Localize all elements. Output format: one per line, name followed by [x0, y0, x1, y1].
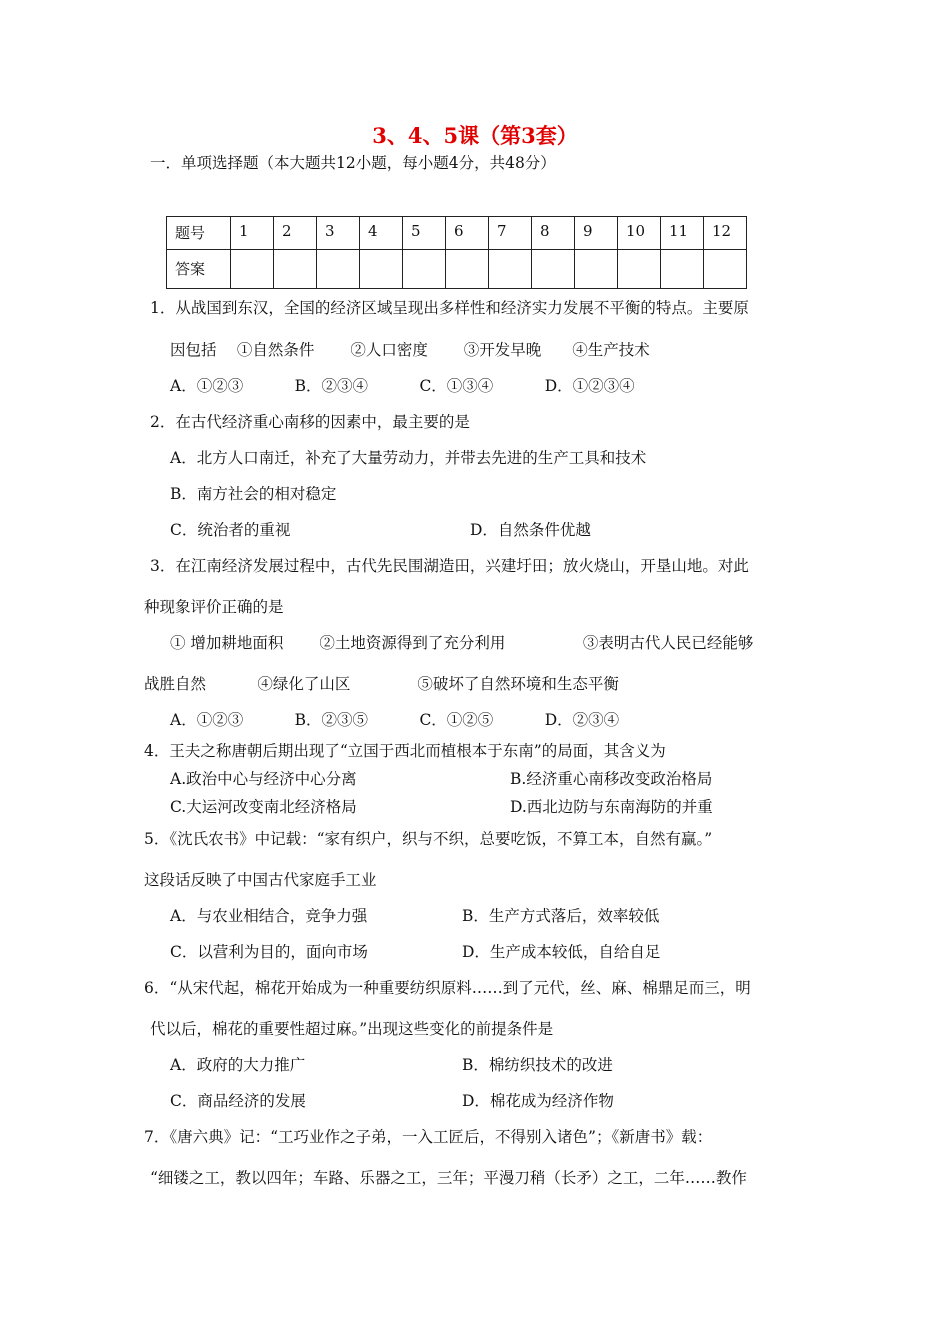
question-3-stem: 3．在江南经济发展过程中，古代先民围湖造田，兴建圩田；放火烧山，开垦山地。对此	[150, 557, 749, 575]
table-row	[167, 217, 747, 250]
table-cell: 8	[532, 217, 575, 250]
question-3-stem-cont: 种现象评价正确的是	[144, 598, 284, 616]
table-row	[167, 250, 747, 289]
question-3-options: A．①②③ B．②③⑤ C．①②⑤ D．②③④	[170, 711, 620, 729]
question-4-stem: 4．王夫之称唐朝后期出现了“立国于西北而植根本于东南”的局面，其含义为	[144, 742, 666, 760]
question-5-option-a: A．与农业相结合，竞争力强	[170, 907, 368, 925]
answer-cell[interactable]	[618, 250, 661, 289]
question-1-options: A．①②③ B．②③④ C．①③④ D．①②③④	[170, 377, 635, 395]
table-cell: 9	[575, 217, 618, 250]
table-cell: 6	[446, 217, 489, 250]
question-6-option-d: D．棉花成为经济作物	[462, 1092, 614, 1110]
table-cell: 5	[403, 217, 446, 250]
section-heading: 一．单项选择题（本大题共12小题，每小题4分，共48分）	[150, 154, 556, 172]
answer-cell[interactable]	[704, 250, 747, 289]
table-cell: 2	[274, 217, 317, 250]
question-1-stem: 1．从战国到东汉，全国的经济区域呈现出多样性和经济实力发展不平衡的特点。主要原	[150, 299, 749, 317]
question-2-option-b: B．南方社会的相对稳定	[170, 485, 337, 503]
question-4-option-d: D.西北边防与东南海防的并重	[510, 798, 713, 816]
question-4-option-b: B.经济重心南移改变政治格局	[510, 770, 713, 788]
table-cell: 4	[360, 217, 403, 250]
question-7-stem: 7．《唐六典》记：“工巧业作之子弟，一入工匠后，不得别入诸色”；《新唐书》载：	[144, 1128, 713, 1146]
table-header-number: 题号	[167, 217, 231, 250]
question-4-option-a: A.政治中心与经济中心分离	[170, 770, 357, 788]
question-3-choices-cont: 战胜自然 ④绿化了山区 ⑤破坏了自然环境和生态平衡	[144, 675, 619, 693]
question-5-option-b: B．生产方式落后，效率较低	[462, 907, 660, 925]
question-3-choices: ① 增加耕地面积 ②土地资源得到了充分利用 ③表明古代人民已经能够	[170, 634, 754, 652]
table-cell: 11	[661, 217, 704, 250]
question-2-stem: 2．在古代经济重心南移的因素中，最主要的是	[150, 413, 470, 431]
answer-cell[interactable]	[360, 250, 403, 289]
answer-cell[interactable]	[231, 250, 274, 289]
answer-cell[interactable]	[317, 250, 360, 289]
question-2-option-d: D．自然条件优越	[470, 521, 591, 539]
answer-cell[interactable]	[532, 250, 575, 289]
question-6-stem-cont: 代以后，棉花的重要性超过麻。”出现这些变化的前提条件是	[150, 1020, 554, 1038]
table-cell: 10	[618, 217, 661, 250]
answer-cell[interactable]	[575, 250, 618, 289]
question-5-option-c: C．以营利为目的，面向市场	[170, 943, 368, 961]
question-6-stem: 6．“从宋代起，棉花开始成为一种重要纺织原料……到了元代，丝、麻、棉鼎足而三，明	[144, 979, 751, 997]
question-2-option-a: A．北方人口南迁，补充了大量劳动力，并带去先进的生产工具和技术	[170, 449, 647, 467]
answer-cell[interactable]	[489, 250, 532, 289]
table-cell: 3	[317, 217, 360, 250]
question-4-option-c: C.大运河改变南北经济格局	[170, 798, 357, 816]
table-cell: 12	[704, 217, 747, 250]
question-5-option-d: D．生产成本较低，自给自足	[462, 943, 661, 961]
answer-cell[interactable]	[446, 250, 489, 289]
question-6-option-a: A．政府的大力推广	[170, 1056, 306, 1074]
question-6-option-c: C．商品经济的发展	[170, 1092, 306, 1110]
question-7-stem-cont: “细镂之工，教以四年；车路、乐器之工，三年；平漫刀稍（长矛）之工，二年……教作	[150, 1169, 747, 1187]
answer-cell[interactable]	[403, 250, 446, 289]
page-title: 3、4、5课（第3套）	[372, 123, 578, 148]
question-6-option-b: B．棉纺织技术的改进	[462, 1056, 613, 1074]
table-cell: 7	[489, 217, 532, 250]
answer-cell[interactable]	[274, 250, 317, 289]
answer-table	[166, 216, 747, 289]
question-5-stem: 5．《沈氏农书》中记载：“家有织户，织与不织，总要吃饭，不算工本，自然有赢。”	[144, 830, 713, 848]
answer-cell[interactable]	[661, 250, 704, 289]
table-header-answer: 答案	[167, 250, 231, 289]
table-cell: 1	[231, 217, 274, 250]
question-2-option-c: C．统治者的重视	[170, 521, 291, 539]
question-5-stem-cont: 这段话反映了中国古代家庭手工业	[144, 871, 377, 889]
question-1-stem-cont: 因包括 ①自然条件 ②人口密度 ③开发早晚 ④生产技术	[170, 341, 650, 359]
